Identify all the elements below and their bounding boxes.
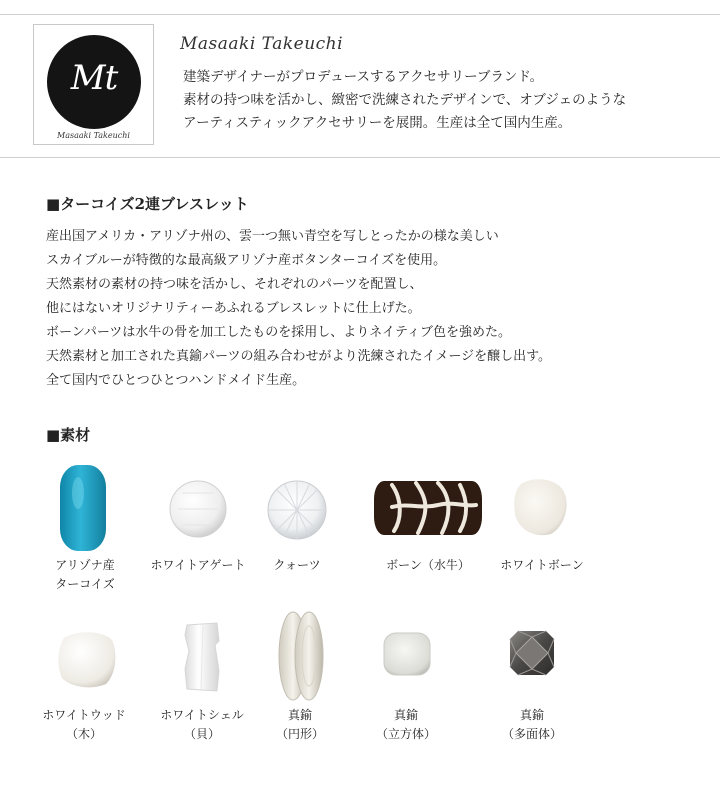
product-description-line: 全て国内でひとつひとつハンドメイド生産。	[46, 373, 306, 388]
logo-circle	[47, 35, 141, 129]
material-label: ホワイトシェル （貝）	[160, 708, 244, 741]
product-description-line: 産出国アメリカ・アリゾナ州の、雲一つ無い青空を写しとったかの様な美しい	[46, 229, 499, 244]
material-label: ホワイトアゲート	[150, 558, 246, 572]
logo-mark: Mt	[70, 58, 118, 98]
material-label: 真鍮 （多面体）	[501, 708, 562, 741]
buffalo-bone-bead-icon	[372, 479, 484, 537]
brass-round-bead-icon	[276, 610, 326, 702]
material-label: ホワイトボーン	[500, 558, 584, 572]
product-description-line: スカイブルーが特徴的な最高級アリゾナ産ボタンターコイズを使用。	[46, 253, 447, 268]
white-bone-bead-icon	[511, 476, 569, 538]
top-divider	[0, 14, 720, 15]
product-description	[46, 225, 551, 393]
product-description-line: ボーンパーツは水牛の骨を加工したものを採用し、よりネイティブ色を強めた。	[46, 325, 512, 340]
logo-caption: Masaaki Takeuchi	[57, 131, 130, 140]
material-label: 真鍮 （立方体）	[375, 708, 436, 741]
product-title: ■ターコイズ2連ブレスレット	[46, 195, 249, 213]
brand-description-line: 素材の持つ味を活かし、緻密で洗練されたデザインで、オブジェのような	[183, 92, 627, 108]
white-shell-bead-icon	[181, 621, 223, 693]
product-description-line: 天然素材と加工された真鍮パーツの組み合わせがより洗練されたイメージを醸し出す。	[46, 349, 552, 364]
quartz-bead-icon	[266, 479, 328, 541]
brand-description-line: アーティスティックアクセサリーを展開。生産は全て国内生産。	[183, 115, 572, 131]
white-agate-bead-icon	[168, 479, 228, 539]
white-wood-bead-icon	[56, 628, 118, 690]
material-label: アリゾナ産 ターコイズ	[55, 558, 115, 591]
brand-name: Masaaki Takeuchi	[180, 34, 344, 54]
material-label: クォーツ	[273, 558, 321, 572]
brand-description	[183, 66, 626, 135]
turquoise-bead-icon	[58, 463, 108, 553]
brass-polyhedron-bead-icon	[508, 629, 556, 677]
materials-title: ■素材	[46, 426, 91, 444]
brass-cube-bead-icon	[382, 631, 432, 677]
product-description-line: 天然素材の素材の持つ味を活かし、それぞれのパーツを配置し、	[46, 277, 423, 292]
header-divider	[0, 157, 720, 158]
material-label: ボーン（水牛）	[386, 558, 470, 572]
brand-description-line: 建築デザイナーがプロデュースするアクセサリーブランド。	[183, 69, 544, 85]
product-description-line: 他にはないオリジナリティーあふれるブレスレットに仕上げた。	[46, 301, 421, 316]
material-label: ホワイトウッド （木）	[42, 708, 126, 741]
material-label: 真鍮 （円形）	[275, 708, 324, 741]
brand-logo	[33, 24, 154, 145]
